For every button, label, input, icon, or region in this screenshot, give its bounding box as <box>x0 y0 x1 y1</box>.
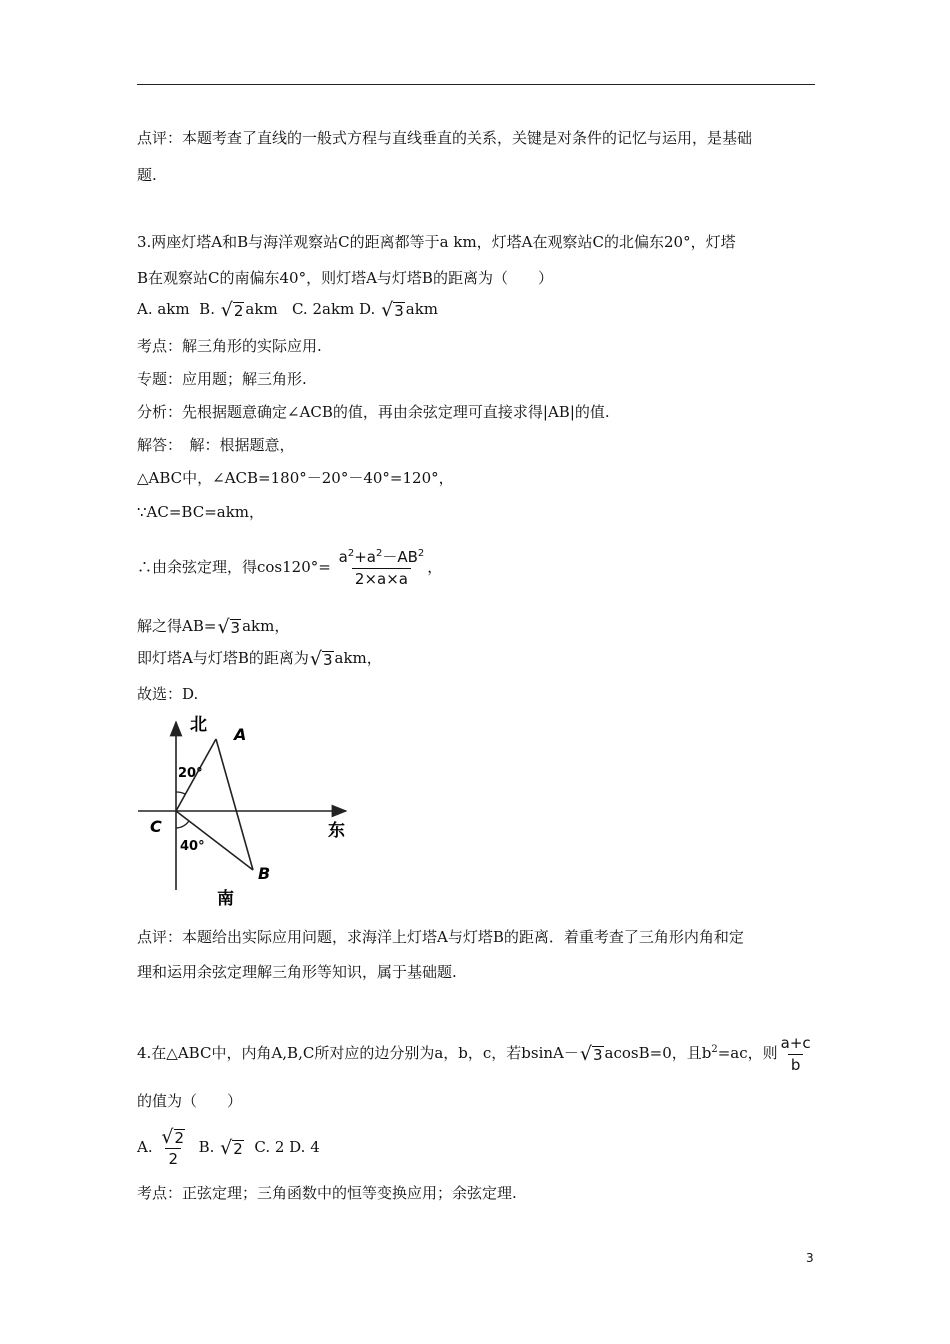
q4-stem-line-2: 的值为（ ） <box>137 1092 243 1110</box>
sqrt-symbol: √ 3 <box>217 616 241 638</box>
q4-options-c-d: C. 2 D. 4 <box>254 1138 320 1156</box>
lighthouse-diagram <box>130 708 360 908</box>
q3-comment-line-2: 理和运用余弦定理解三角形等知识，属于基础题. <box>137 963 457 981</box>
q4-kaodian: 考点：正弦定理；三角函数中的恒等变换应用；余弦定理. <box>137 1184 517 1202</box>
sqrt-symbol: √ 2 <box>220 299 244 321</box>
q3-step-3-text: ∴由余弦定理，得cos120°= <box>137 558 331 576</box>
sqrt-symbol: √ 3 <box>579 1043 603 1065</box>
q3-option-b-unit: akm <box>245 300 278 318</box>
cosine-fraction <box>336 548 428 589</box>
page-number: 3 <box>806 1251 814 1265</box>
q3-option-d-unit: akm <box>405 300 439 318</box>
angle-40-arc <box>176 821 189 828</box>
header-rule <box>137 84 815 85</box>
label-north: 北 <box>190 715 207 735</box>
q4-option-a-fraction: √ 2 2 <box>161 1126 185 1168</box>
label-angle-20: 20° <box>178 766 203 781</box>
q3-fenxi: 分析：先根据题意确定∠ACB的值，再由余弦定理可直接求得|AB|的值. <box>137 403 610 421</box>
q3-stem-line-2: B在观察站C的南偏东40°，则灯塔A与灯塔B的距离为（ ） <box>137 269 553 287</box>
q3-jieda: 解答： 解：根据题意， <box>137 436 295 454</box>
sqrt-symbol: √ 3 <box>381 299 404 321</box>
q4-options <box>137 1124 320 1170</box>
sqrt-symbol: √ 2 <box>220 1137 243 1159</box>
label-point-c: C <box>150 817 162 836</box>
prev-comment-line-1: 点评：本题考查了直线的一般式方程与直线垂直的关系，关键是对条件的记忆与运用，是基础 <box>137 129 753 147</box>
q3-kaodian: 考点：解三角形的实际应用. <box>137 337 322 355</box>
q3-step-4: 解之得AB= √ 3 akm， <box>137 616 290 638</box>
q3-option-b-label: B. <box>199 300 215 318</box>
prev-comment-line-2: 题. <box>137 166 157 184</box>
sqrt-symbol: √ 2 <box>161 1126 185 1148</box>
sqrt-symbol: √ 3 <box>309 648 333 670</box>
fraction-denominator: 2×a×a <box>352 568 411 589</box>
q3-choice: 故选：D. <box>137 685 199 703</box>
q3-option-d-label: D. <box>359 300 376 318</box>
q3-stem-line-1: 3.两座灯塔A和B与海洋观察站C的距离都等于a km，灯塔A在观察站C的北偏东20°，灯塔 <box>137 233 736 251</box>
q3-zhuanti: 专题：应用题；解三角形. <box>137 370 307 388</box>
q3-comment-line-1: 点评：本题给出实际应用问题，求海洋上灯塔A与灯塔B的距离．着重考查了三角形内角和定 <box>137 928 744 946</box>
q3-step-2: ∵AC=BC=akm， <box>137 503 265 521</box>
q4-option-a-label: A. <box>137 1138 153 1156</box>
q4-option-b-label: B. <box>198 1138 215 1156</box>
label-angle-40: 40° <box>180 839 205 854</box>
q3-option-a: A. akm <box>137 300 190 318</box>
fraction-numerator: $a^2+a^2-AB^2$ <box>338 547 425 566</box>
q4-stem-line-1: 4.在△ABC中，内角A,B,C所对应的边分别为a，b，c，若bsinA－ √ 3 acosB=0，且$b^2=ac$，则 $\frac{a+c}{b}$ <box>137 1030 814 1076</box>
q3-step-3: ∴由余弦定理，得cos120°= $\frac{a^2+a^2-AB^2}{2\times a\times a}$ ， <box>137 547 443 588</box>
label-east: 东 <box>328 821 345 841</box>
q3-step-1: △ABC中，∠ACB=180°－20°－40°=120°， <box>137 469 454 487</box>
q3-step-5: 即灯塔A与灯塔B的距离为 √ 3 akm， <box>137 648 382 670</box>
ratio-fraction: $\frac{a+c}{b}$ <box>780 1033 811 1074</box>
label-point-b: B <box>258 864 271 883</box>
side-ab <box>216 739 253 870</box>
label-south: 南 <box>217 889 234 908</box>
q3-option-c: C. 2akm <box>291 300 355 318</box>
q3-options <box>137 299 438 320</box>
label-point-a: A <box>234 725 247 744</box>
angle-20-arc <box>176 792 185 794</box>
